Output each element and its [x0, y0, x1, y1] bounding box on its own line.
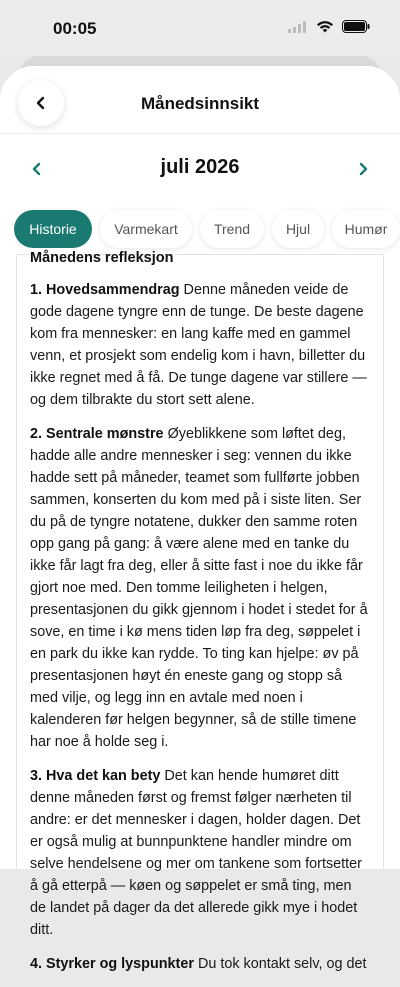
section-title: 3. Hva det kan bety	[30, 768, 161, 784]
reflection-section	[30, 423, 370, 753]
reflection-section	[30, 765, 370, 941]
section-title: 2. Sentrale mønstre	[30, 426, 164, 442]
reflection-content	[30, 247, 370, 987]
section-text: Det kan hende humøret ditt denne måneden først og fremst følger nærheten til andre: er det mennesker i dagen, holder dagen. Det er også mulig at bunnpunktene handler mindre om selve hendelsene og mer om tankene som fortsetter å gå etterpå — køen og søppelet er små ting, men de landet på dager da det allerede gikk mye i hodet ditt.	[30, 768, 362, 938]
tab-hjul[interactable]: Hjul	[272, 210, 324, 248]
tab-historie[interactable]: Historie	[14, 210, 92, 248]
section-text: Denne måneden veide de gode dagene tyngre enn de tunge. De beste dagene kom fra mennesker: en lang kaffe med en gammel venn, et prosjekt som endelig kom i havn, billetter du ikke regnet med å få. De tunge dagene var stillere — og dem tilbrakte du stort sett alene.	[30, 282, 367, 408]
section-text: Du tok kontakt selv, og det	[193, 956, 367, 972]
page-title: Månedsinnsikt	[140, 94, 260, 113]
tab-trend[interactable]: Trend	[200, 210, 264, 248]
tab-varmekart[interactable]: Varmekart	[100, 210, 192, 248]
status-icons	[288, 20, 370, 33]
reflection-section	[30, 279, 370, 411]
reflection-section	[30, 953, 370, 975]
nav-header	[0, 66, 400, 134]
wifi-icon	[316, 20, 334, 33]
status-time: 00:05	[53, 19, 97, 38]
month-label: juli 2026	[160, 156, 240, 178]
next-month-button[interactable]	[348, 154, 378, 184]
month-navigator	[0, 154, 400, 184]
tab-humor[interactable]: Humør	[332, 210, 400, 248]
view-tabs	[14, 210, 400, 248]
reflection-card[interactable]	[16, 250, 384, 972]
status-bar	[0, 0, 400, 56]
chevron-right-icon	[357, 162, 369, 176]
cellular-icon	[288, 21, 308, 33]
section-title: 1. Hovedsammendrag	[30, 282, 180, 298]
section-text: Øyeblikkene som løftet deg, hadde alle andre mennesker i seg: vennen du ikke hadde sett på måneder, teamet som fullførte jobben sammen, konserten du kom med på i siste liten. Ser du på de tyngre notatene, dukker den samme roten opp gang på gang: å være alene med en tanke du ikke får lagt fra deg, eller å sitte fast i noe du ikke får gjort noe med. Den tomme leiligheten i helgen, presentasjonen du gikk gjennom i hodet i stedet for å sove, en time i kø mens tiden løp fra deg, søppelet i en park du ikke kan rydde. To ting kan hjelpe: øv på presentasjonen høyt én eneste gang og stopp så med vilje, og legg inn en avtale med noen i kalenderen før helgen begynner, så de stille timene har noe å holde seg i.	[30, 426, 368, 750]
section-title: 4. Styrker og lyspunkter	[30, 956, 194, 972]
battery-icon	[342, 20, 370, 33]
reflection-heading: Månedens refleksjon	[30, 250, 174, 266]
month-insight-sheet	[0, 66, 400, 972]
